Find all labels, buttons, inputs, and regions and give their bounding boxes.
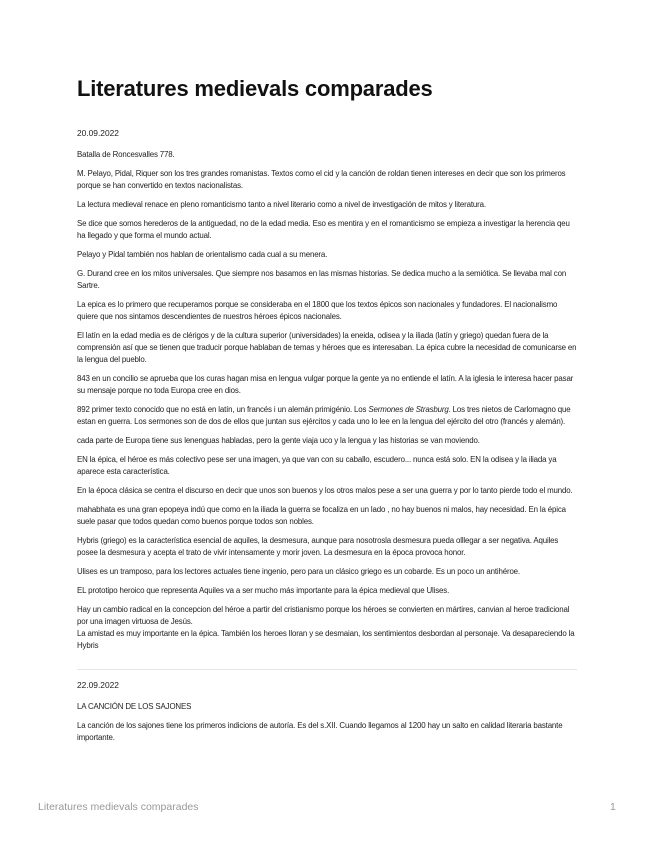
section-heading: LA CANCIÓN DE LOS SAJONES bbox=[77, 702, 192, 711]
italic-title: Sermones de Strasburg bbox=[368, 405, 449, 414]
footer-title: Literatures medievals comparades bbox=[38, 801, 199, 813]
paragraph: Hybris (griego) es la característica esencial de aquiles, la desmesura, aunque para nosotrosla desmesura pueda olllegar a ser negativa. Aquiles posee la desmesura y acepta el trato de vivir intensamente y morir joven. La desmesura en la época provoca honor. bbox=[77, 536, 559, 557]
entry-20-09-2022 bbox=[77, 128, 577, 652]
paragraph-sermones bbox=[77, 404, 577, 428]
paragraph: La canción de los sajones tiene los primeros indicions de autoría. Es del s.XII. Cuando llegamos al 1200 hay un salto en calidad literaria bastante importante. bbox=[77, 721, 563, 742]
paragraph: La epica es lo primero que recuperamos porque se consideraba en el 1800 que los textos épicos son nacionales y fundadores. El nacionalismo quiere que nos sintamos descendientes de nuestros héroes épicos nacionales. bbox=[77, 300, 558, 321]
paragraph: 843 en un concilio se aprueba que los curas hagan misa en lengua vulgar porque la gente ya no entiende el latín. A la iglesia le interesa hacer pasar su mensaje porque no toda Europa cree en dios. bbox=[77, 374, 574, 395]
entry-date: 22.09.2022 bbox=[77, 680, 119, 690]
section-divider bbox=[77, 669, 577, 670]
text-span: . Los tres nietos de Carlomagno que estan en guerra. Los sermones son de dos de ellos que juntan sus ejércitos y cada uno lo lee en la lengua del ejército del otro (francés y alemán). bbox=[77, 405, 571, 426]
paragraph: G. Durand cree en los mitos universales. Que siempre nos basamos en las mismas historias. Se dedica mucho a la semiótica. Se llevaba mal con Sartre. bbox=[77, 269, 567, 290]
paragraph: La amistad es muy importante en la épica. También los heroes lloran y se desmaian, los sentimientos desbordan al personaje. Va desapareciendo la Hybris bbox=[77, 629, 575, 650]
paragraph: En la época clásica se centra el discurso en decir que unos son buenos y los otros malos pese a ser una guerra y por lo tanto pierde todo el mundo. bbox=[77, 486, 573, 495]
paragraph: mahabhata es una gran epopeya indú que como en la iliada la guerra se focaliza en un lado , no hay buenos ni malos, hay necesidad. En la épica suele pasar que todos quedan como buenos porque todos son nobles. bbox=[77, 505, 566, 526]
text-span: 892 primer texto conocido que no está en latín, un francés i un alemán primigénio. Los bbox=[77, 405, 369, 414]
paragraph: Pelayo y Pidal también nos hablan de orientalismo cada cual a su menera. bbox=[77, 250, 328, 259]
paragraph: Se dice que somos herederos de la antiguedad, no de la edad media. Eso es mentira y en el romanticismo se empieza a investigar la herencia qeu ha llegado y que forma el mundo actual. bbox=[77, 219, 570, 240]
paragraph: M. Pelayo, Pidal, Riquer son los tres grandes romanistas. Textos como el cid y la canción de roldan tienen intereses en decir que son los primeros porque se han convertido en textos nacionalistas. bbox=[77, 169, 566, 190]
paragraph: Batalla de Roncesvalles 778. bbox=[77, 150, 175, 159]
paragraph: El latín en la edad media es de clérigos y de la cultura superior (universidades) la eneida, odisea y la iliada (latín y griego) quedan fuera de la comprensión así que se tienen que traducir porque hablaban de temas y héroes que es interesaban. La épica cubre la necesidad de comunicarse en la lengua del pueblo. bbox=[77, 331, 577, 364]
paragraph: La lectura medieval renace en pleno romanticismo tanto a nivel literario como a nivel de investigación de mitos y literatura. bbox=[77, 200, 486, 209]
entry-22-09-2022 bbox=[77, 680, 577, 744]
paragraph: EL prototipo heroico que representa Aquiles va a ser mucho más importante para la épica medieval que Ulises. bbox=[77, 586, 450, 595]
entry-date: 20.09.2022 bbox=[77, 128, 119, 138]
paragraph: cada parte de Europa tiene sus lenenguas habladas, pero la gente viaja uco y la lengua y las historias se van moviendo. bbox=[77, 436, 480, 445]
page-title: Literatures medievals comparades bbox=[77, 76, 433, 101]
paragraph: Ulises es un tramposo, para los lectores actuales tiene ingenio, pero para un clásico griego es un cobarde. Es un poco un antihéroe. bbox=[77, 567, 520, 576]
paragraph: Hay un cambio radical en la concepcion del héroe a partir del cristianismo porque los héroes se convierten en mártires, canvian al heroe tradicional por una imagen virtuosa de Jesús. bbox=[77, 605, 570, 626]
page-number: 1 bbox=[610, 801, 616, 813]
document-page bbox=[77, 76, 577, 751]
paragraph: EN la épica, el héroe es más colectivo pese ser una imagen, ya que van con su caballo, escudero... nunca está solo. EN la odisea y la iliada ya aparece esta característica. bbox=[77, 455, 557, 476]
